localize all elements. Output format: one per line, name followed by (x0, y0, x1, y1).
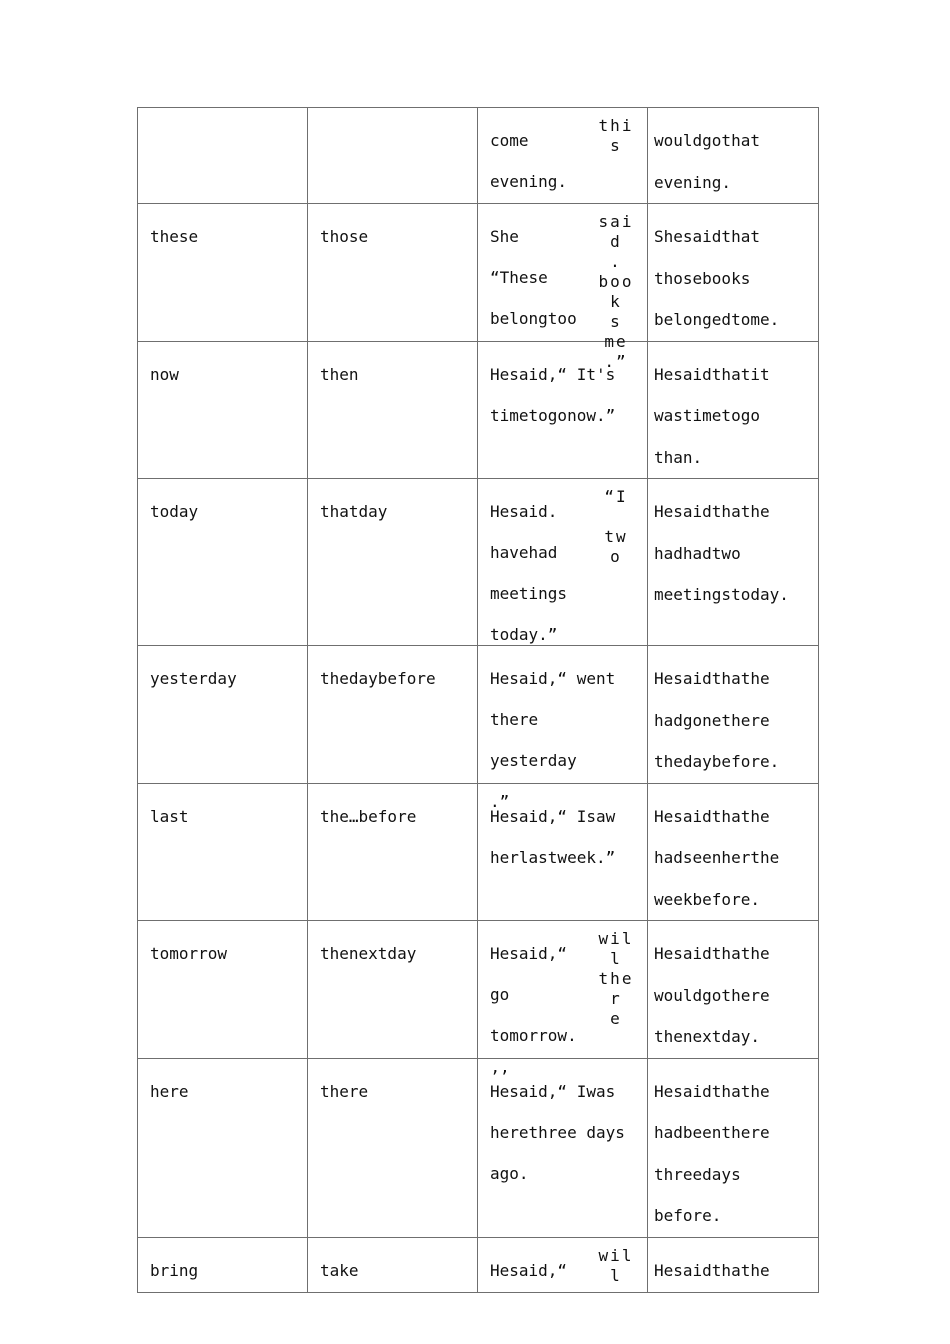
table-row (138, 204, 819, 342)
direct-example-cell (478, 783, 648, 921)
reported-word-cell (308, 1058, 478, 1237)
example-line: Hesaid,“ (490, 1260, 568, 1280)
reported-example-cell (648, 921, 819, 1059)
table-row (138, 1237, 819, 1292)
example-line: Hesaid,“ (490, 944, 568, 963)
reported-line: weekbefore. (654, 889, 760, 909)
reported-speech-table (137, 107, 819, 1293)
example-line: herethree days (490, 1122, 625, 1142)
example-line: meetings (490, 584, 568, 603)
example-wrapped-fragment: said (598, 212, 634, 251)
example-line: timetogonow.” (490, 405, 616, 425)
direct-word-cell (138, 204, 308, 342)
example-line: come (490, 131, 529, 150)
example-line: Hesaid,“ Isaw (490, 806, 616, 826)
direct-example-cell (478, 646, 648, 811)
reported-line: hadhadtwo (654, 543, 741, 563)
reported-example-cell (648, 479, 819, 646)
direct-example-cell (478, 108, 648, 204)
reported-word-cell (308, 646, 478, 784)
reported-line: Hesaidthathe (654, 1260, 770, 1280)
reported-line: thosebooks (654, 268, 751, 288)
reported-word: thatday (320, 502, 388, 521)
table-row (138, 479, 819, 646)
direct-word-cell (138, 479, 308, 646)
example-line: there (490, 710, 539, 729)
direct-word-cell (138, 646, 308, 784)
direct-word-cell (138, 1058, 308, 1237)
direct-word: these (150, 227, 199, 246)
reported-line: Hesaidthathe (654, 944, 770, 963)
reported-word-cell (308, 921, 478, 1059)
reported-example-cell (648, 204, 819, 342)
reported-line: belongedtome. (654, 310, 780, 329)
direct-example-cell (478, 1058, 648, 1237)
reported-line: Hesaidthathe (654, 806, 770, 826)
reported-line: Hesaidthathe (654, 669, 770, 688)
example-line: Hesaid,“ Iwas (490, 1081, 616, 1101)
direct-word-cell (138, 921, 308, 1059)
example-wrapped-fragment: e (610, 1009, 622, 1028)
example-wrapped-fragment: tw (604, 527, 628, 546)
example-line: .” (490, 792, 510, 811)
direct-example-cell (478, 204, 648, 371)
direct-word: last (150, 806, 189, 826)
reported-line: Hesaidthathe (654, 1081, 770, 1101)
example-line: Hesaid,“ It's (490, 364, 616, 384)
example-line: “These (490, 268, 548, 287)
table-row (138, 341, 819, 479)
reported-line: Hesaidthatit (654, 364, 770, 384)
direct-word: here (150, 1081, 189, 1101)
example-line: evening. (490, 172, 568, 191)
example-line: She (490, 227, 519, 246)
direct-word-cell (138, 783, 308, 921)
example-wrapped-fragment: book (598, 272, 634, 311)
example-wrapped-fragment: . (610, 252, 622, 271)
example-wrapped-fragment: thi (598, 116, 634, 135)
example-line: Hesaid. (490, 502, 558, 521)
reported-example-cell (648, 646, 819, 784)
reported-example-cell (648, 1237, 819, 1292)
reported-line: hadseenherthe (654, 848, 780, 867)
reported-word-cell (308, 204, 478, 342)
direct-word: yesterday (150, 669, 237, 688)
reported-line: wouldgothere (654, 985, 770, 1005)
reported-example-cell (648, 783, 819, 921)
example-line: ago. (490, 1163, 529, 1183)
reported-word-cell (308, 783, 478, 921)
reported-word: the…before (320, 806, 417, 826)
example-line: tomorrow. (490, 1026, 577, 1045)
direct-word: today (150, 502, 199, 521)
table-row (138, 921, 819, 1059)
reported-word-cell (308, 1237, 478, 1292)
direct-example-cell (478, 1237, 648, 1292)
reported-word-cell (308, 341, 478, 479)
example-line: havehad (490, 543, 558, 562)
reported-line: evening. (654, 172, 732, 192)
reported-word-cell (308, 108, 478, 204)
reported-line: thedaybefore. (654, 752, 780, 771)
direct-example-cell (478, 479, 648, 646)
table-row (138, 783, 819, 921)
direct-example-cell (478, 921, 648, 1086)
example-wrapped-fragment: l (610, 949, 622, 968)
reported-line: wastimetogo (654, 406, 760, 425)
reported-word: then (320, 364, 359, 384)
direct-word-cell (138, 341, 308, 479)
example-wrapped-fragment: l (610, 1265, 622, 1285)
direct-word-cell (138, 108, 308, 204)
reported-line: hadgonethere (654, 710, 770, 730)
reported-line: before. (654, 1206, 722, 1225)
reported-word: take (320, 1260, 359, 1280)
direct-word: now (150, 364, 179, 384)
reported-line: than. (654, 447, 703, 467)
reported-word-cell (308, 479, 478, 646)
example-line: Hesaid,“ went (490, 669, 616, 688)
direct-word (138, 108, 307, 120)
example-line: today.” (490, 625, 558, 644)
reported-example-cell (648, 341, 819, 479)
example-wrapped-fragment (595, 507, 637, 527)
example-wrapped-fragment: s (610, 136, 622, 155)
reported-example-cell (648, 108, 819, 204)
reported-line: thenextday. (654, 1027, 760, 1046)
example-line: yesterday (490, 751, 577, 770)
reported-line: Shesaidthat (654, 227, 760, 246)
reported-word: thedaybefore (320, 669, 436, 688)
reported-word: those (320, 227, 369, 246)
table-row (138, 108, 819, 204)
example-wrapped-fragment: .” (604, 352, 628, 371)
reported-word: thenextday (320, 944, 417, 963)
example-line: ’’ (490, 1067, 510, 1086)
reported-line: hadbeenthere (654, 1123, 770, 1142)
table-row (138, 646, 819, 784)
example-wrapped-fragment: wil (598, 929, 634, 948)
direct-example-cell (478, 341, 648, 479)
reported-word (308, 108, 477, 120)
example-wrapped-fragment: s (610, 312, 622, 331)
direct-word: tomorrow (150, 944, 228, 963)
reported-line: threedays (654, 1164, 741, 1184)
example-wrapped-fragment: me (604, 332, 628, 351)
direct-word: bring (150, 1260, 199, 1280)
example-line: belongtoo (490, 309, 577, 328)
reported-word: there (320, 1081, 369, 1101)
example-line: herlastweek.” (490, 847, 616, 867)
example-wrapped-fragment: ther (598, 969, 634, 1008)
reported-example-cell (648, 1058, 819, 1237)
example-wrapped-fragment: “I (604, 487, 628, 506)
reported-line: wouldgothat (654, 131, 760, 150)
reported-line: meetingstoday. (654, 585, 789, 604)
example-wrapped-fragment: o (610, 547, 622, 566)
direct-word-cell (138, 1237, 308, 1292)
table-row (138, 1058, 819, 1237)
example-wrapped-fragment: wil (598, 1245, 634, 1265)
reported-line: Hesaidthathe (654, 502, 770, 521)
example-line: go (490, 985, 510, 1004)
